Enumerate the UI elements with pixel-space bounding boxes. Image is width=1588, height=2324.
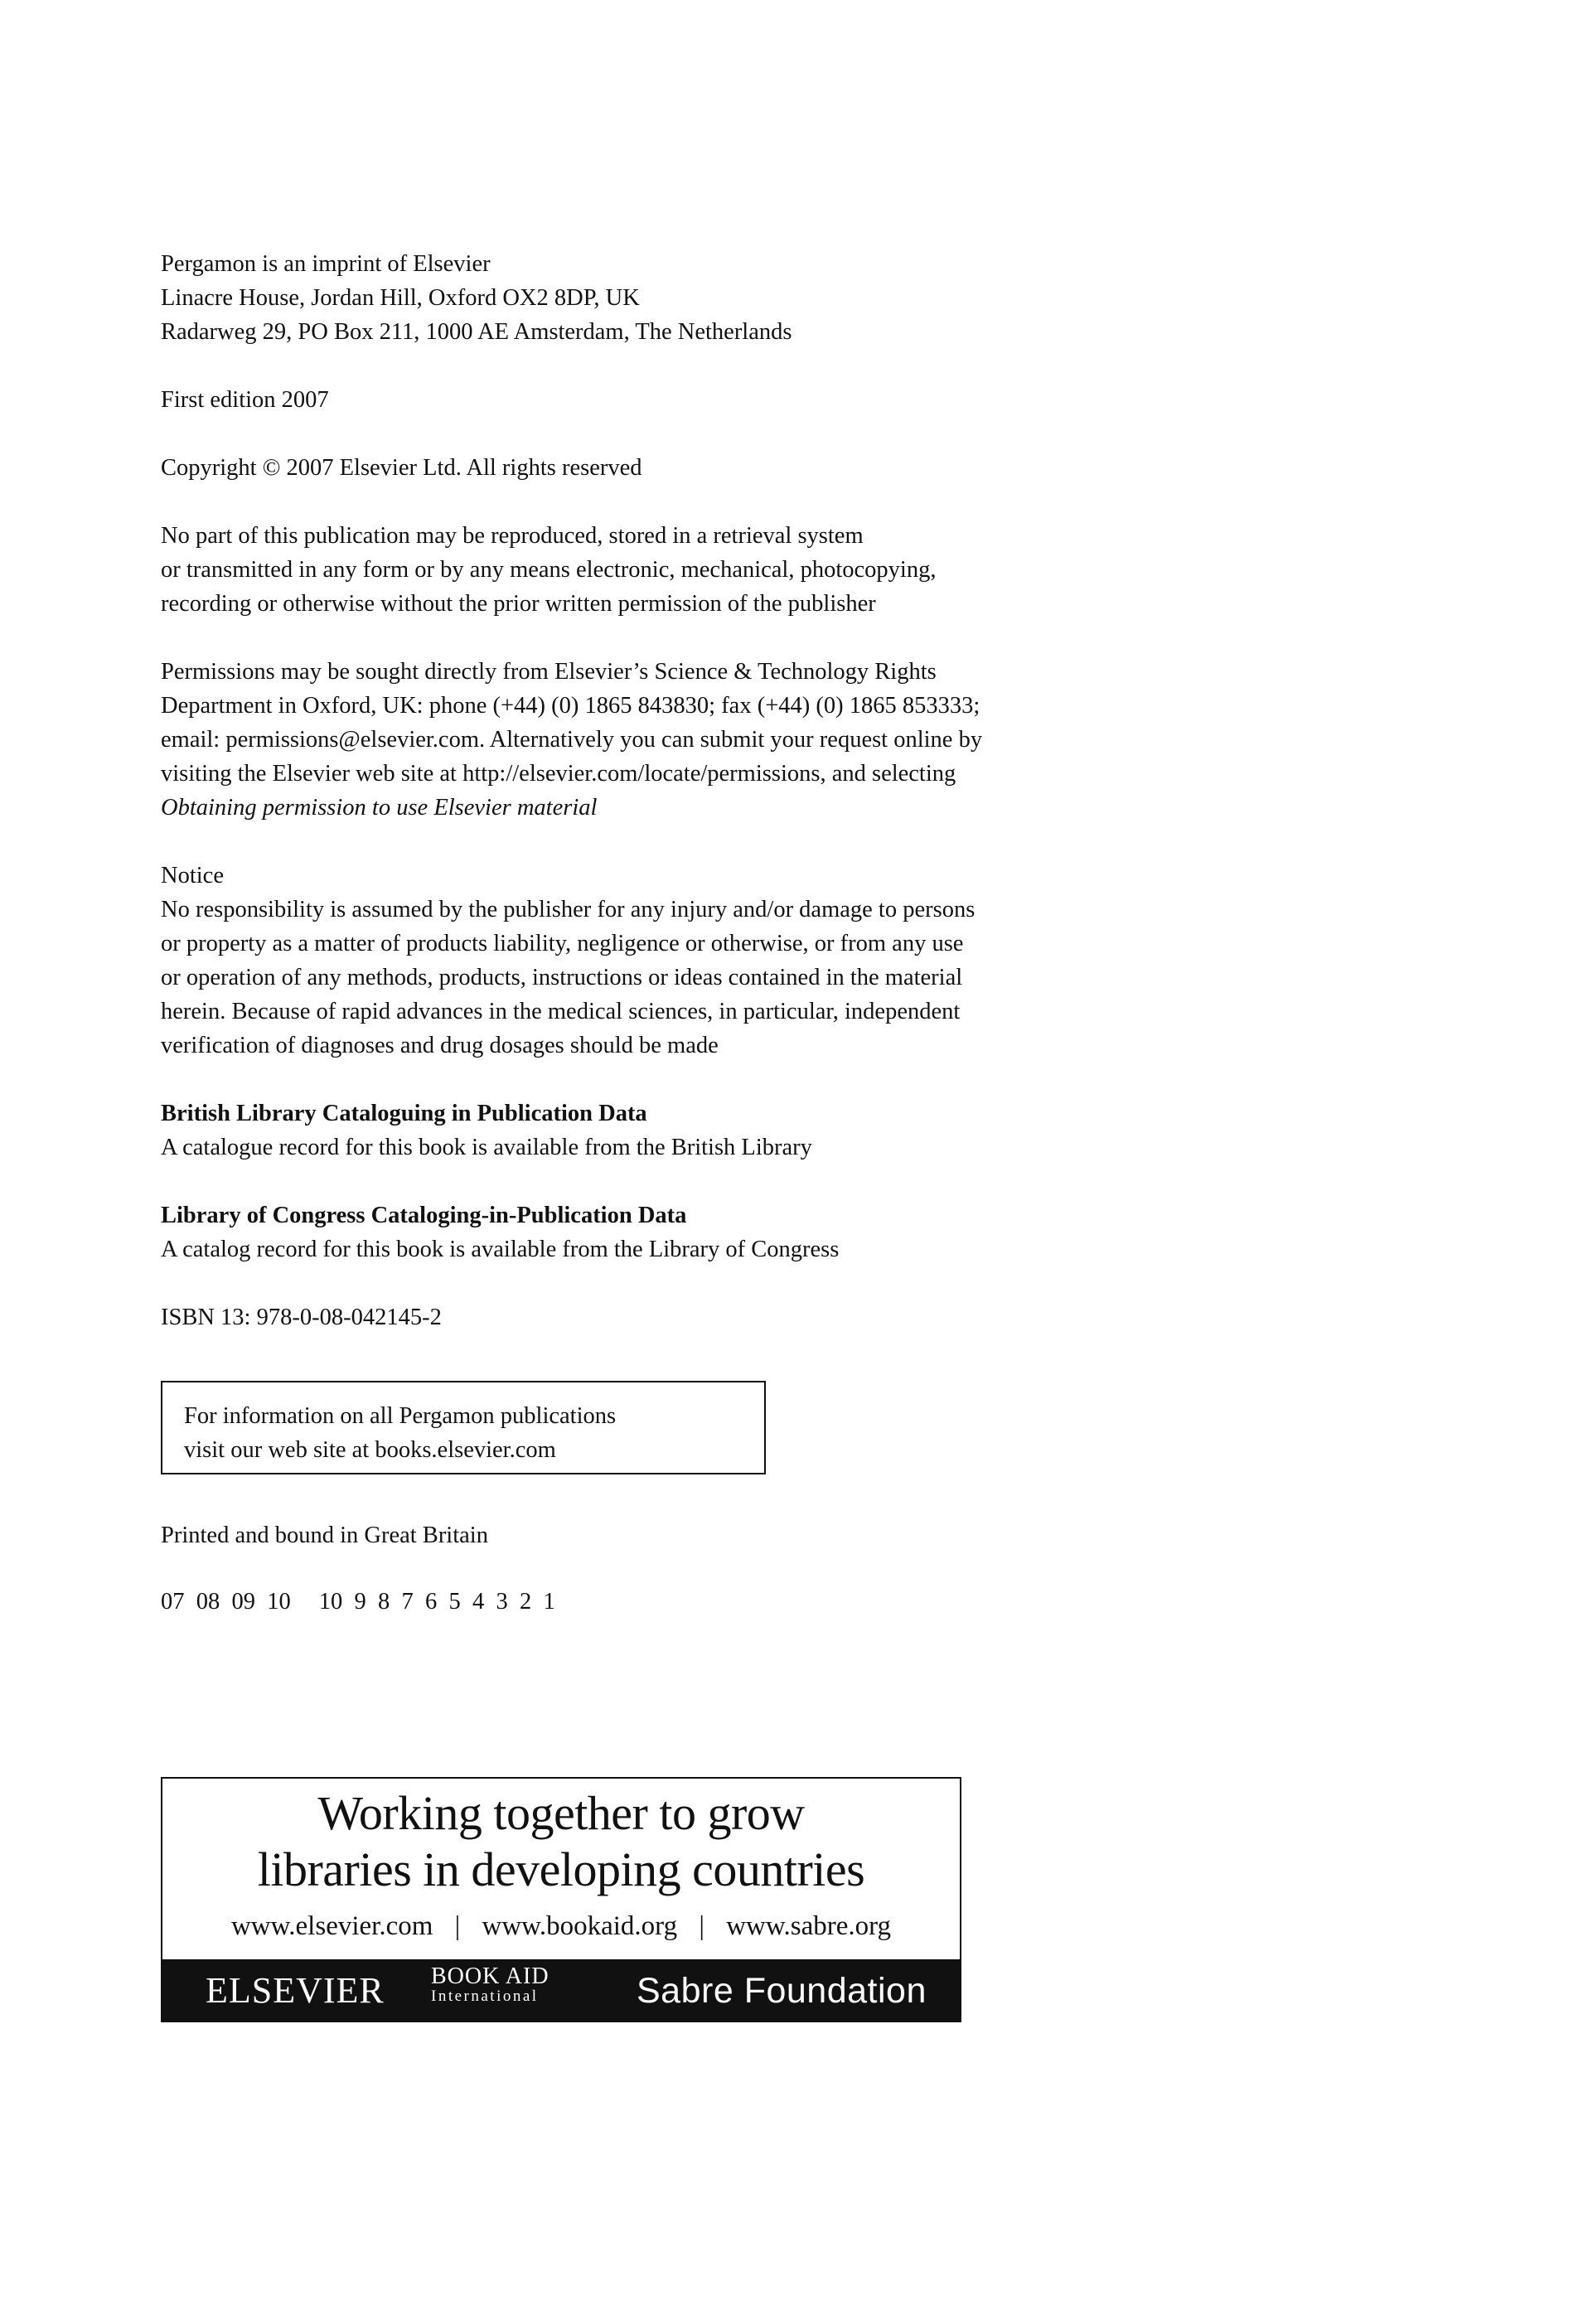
notice-line-4: herein. Because of rapid advances in the medical sciences, in particular, independent bbox=[161, 999, 961, 1024]
british-library-text: A catalogue record for this book is available from the British Library bbox=[161, 1135, 812, 1160]
imprint-line-2: Linacre House, Jordan Hill, Oxford OX2 8DP, UK bbox=[161, 285, 640, 311]
printing-info bbox=[161, 1518, 555, 1619]
book-aid-banner bbox=[161, 1777, 961, 2022]
info-box-line-1: For information on all Pergamon publications bbox=[184, 1403, 617, 1429]
notice-line-1: No responsibility is assumed by the publisher for any injury and/or damage to persons bbox=[161, 897, 976, 922]
library-of-congress-text: A catalog record for this book is available from the Library of Congress bbox=[161, 1237, 840, 1262]
imprint-line-3: Radarweg 29, PO Box 211, 1000 AE Amsterdam, The Netherlands bbox=[161, 319, 792, 345]
permissions-italic-line: Obtaining permission to use Elsevier material bbox=[161, 795, 598, 821]
sabre-foundation-logo: Sabre Foundation bbox=[637, 1971, 927, 2011]
banner-headline-line-2: libraries in developing countries bbox=[257, 1842, 865, 1896]
banner-links bbox=[162, 1908, 960, 1944]
link-separator: | bbox=[454, 1911, 461, 1941]
book-aid-logo bbox=[431, 1963, 550, 2007]
notice-line-5: verification of diagnoses and drug dosages should be made bbox=[161, 1033, 719, 1058]
permissions-line-4: visiting the Elsevier web site at http://elsevier.com/locate/permissions, and selecting bbox=[161, 761, 956, 787]
copyright-page-body bbox=[161, 247, 1321, 1334]
banner-logo-strip bbox=[162, 1959, 960, 2021]
imprint-line-1: Pergamon is an imprint of Elsevier bbox=[161, 251, 491, 277]
pergamon-info-box bbox=[161, 1381, 766, 1474]
link-bookaid[interactable]: www.bookaid.org bbox=[482, 1911, 678, 1941]
permissions-line-2: Department in Oxford, UK: phone (+44) (0) 1865 843830; fax (+44) (0) 1865 853333; bbox=[161, 693, 980, 719]
info-box-line-2: visit our web site at books.elsevier.com bbox=[184, 1437, 556, 1463]
notice-line-2: or property as a matter of products liability, negligence or otherwise, or from any use bbox=[161, 931, 964, 956]
elsevier-logo: ELSEVIER bbox=[206, 1970, 385, 2011]
link-elsevier[interactable]: www.elsevier.com bbox=[230, 1911, 433, 1941]
isbn: ISBN 13: 978-0-08-042145-2 bbox=[161, 1305, 442, 1330]
link-separator: | bbox=[699, 1911, 704, 1941]
permissions-line-3: email: permissions@elsevier.com. Alternatively you can submit your request online by bbox=[161, 727, 983, 753]
print-line bbox=[161, 1585, 555, 1619]
permissions-line-1: Permissions may be sought directly from Elsevier’s Science & Technology Rights bbox=[161, 659, 937, 685]
rights-line-1: No part of this publication may be reproduced, stored in a retrieval system bbox=[161, 523, 864, 549]
british-library-heading: British Library Cataloguing in Publication Data bbox=[161, 1101, 647, 1126]
rights-line-3: recording or otherwise without the prior written permission of the publisher bbox=[161, 591, 876, 617]
book-aid-logo-main: BOOK AID bbox=[431, 1963, 550, 1989]
edition-statement: First edition 2007 bbox=[161, 387, 329, 413]
print-impressions: 10 9 8 7 6 5 4 3 2 1 bbox=[318, 1589, 555, 1615]
banner-headline-line-1: Working together to grow bbox=[317, 1786, 805, 1840]
copyright-statement: Copyright © 2007 Elsevier Ltd. All rights reserved bbox=[161, 455, 642, 481]
rights-line-2: or transmitted in any form or by any means electronic, mechanical, photocopying, bbox=[161, 557, 937, 583]
notice-heading: Notice bbox=[161, 863, 224, 888]
print-years: 07 08 09 10 bbox=[161, 1589, 291, 1615]
notice-line-3: or operation of any methods, products, instructions or ideas contained in the material bbox=[161, 965, 963, 990]
book-aid-logo-sub: International bbox=[431, 1988, 539, 2005]
library-of-congress-heading: Library of Congress Cataloging-in-Publication Data bbox=[161, 1203, 687, 1228]
link-sabre[interactable]: www.sabre.org bbox=[726, 1911, 892, 1941]
printed-statement: Printed and bound in Great Britain bbox=[161, 1523, 488, 1548]
banner-headline bbox=[162, 1785, 960, 1898]
